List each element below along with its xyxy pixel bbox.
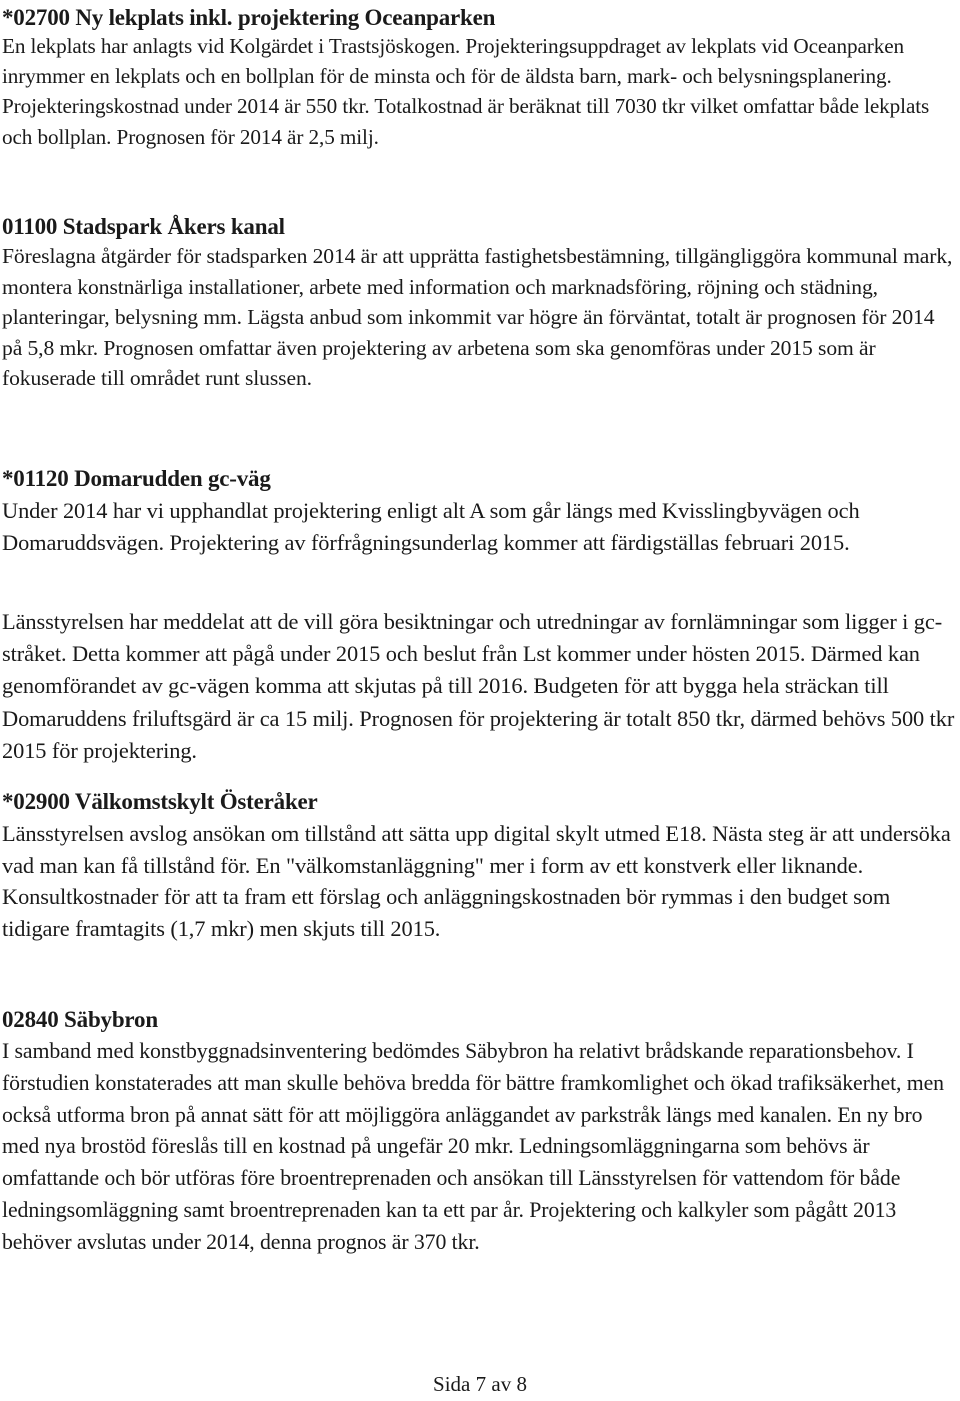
section-heading: 02840 Säbybron — [2, 1007, 158, 1032]
section-paragraph: Föreslagna åtgärder för stadsparken 2014 är att upprätta fastighetsbestämning, tillgängliggöra kommunal mark, montera konstnärliga installationer, arbete med information och marknadsföring, röjning och städning, planteringar, belysning mm. Lägsta anbud som inkommit var högre än förväntat, totalt är prognosen för 2014 på 5,8 mkr. Prognosen omfattar även projektering av arbetena som ska genomföras under 2015 som är fokuserade till området runt slussen. — [2, 244, 953, 390]
section-paragraph: Länsstyrelsen har meddelat att de vill göra besiktningar och utredningar av fornlämningar som ligger i gc-stråket. Detta kommer att pågå under 2015 och beslut från Lst kommer under hösten 2015. Därmed kan genomförandet av gc-vägen komma att skjutas på till 2016. Budgeten för att bygga hela sträckan till Domaruddens friluftsgärd är ca 15 milj. Prognosen för projektering är totalt 850 tkr, därmed behövs 500 tkr 2015 för projektering. — [2, 609, 955, 763]
section-stadspark — [2, 213, 957, 394]
section-paragraph: En lekplats har anlagts vid Kolgärdet i Trastsjöskogen. Projekteringsuppdraget av lekplats vid Oceanparken inrymmer en lekplats och en bollplan för de minsta och för de äldsta barn, mark- och belysningsplanering. Projekteringskostnad under 2014 är 550 tkr. Totalkostnad är beräknat till 7030 tkr vilket omfattar både lekplats och bollplan. Prognosen för 2014 är 2,5 milj. — [2, 34, 930, 149]
section-heading: *01120 Domarudden gc-väg — [2, 466, 271, 491]
section-domarudden-continued — [2, 606, 957, 767]
page-number: Sida 7 av 8 — [433, 1372, 527, 1396]
section-domarudden — [2, 465, 957, 558]
section-paragraph: Länsstyrelsen avslog ansökan om tillstånd att sätta upp digital skylt utmed E18. Nästa steg är att undersöka vad man kan få tillstånd för. En "välkomstanläggning" mer i form av ett konstverk eller liknande. Konsultkostnader för att ta fram ett förslag och anläggningskostnaden bör rymmas i den budget som tidigare framtagits (1,7 mkr) men skjuts till 2015. — [2, 821, 951, 941]
section-heading: *02900 Välkomstskylt Österåker — [2, 789, 318, 814]
section-valkomstskylt — [2, 788, 957, 944]
section-paragraph: I samband med konstbyggnadsinventering bedömdes Säbybron ha relativt brådskande reparationsbehov. I förstudien konstaterades att man skulle behöva bredda för bättre framkomlighet och ökad trafiksäkerhet, men också utforma bron på annat sätt för att möjliggöra anläggandet av parkstråk längs med kanalen. En ny bro med nya brostöd föreslås till en kostnad på ungefär 20 mkr. Ledningsomläggningarna som behövs är omfattande och bör utföras före broentreprenaden och ansökan till Länsstyrelsen för vattendom för både ledningsomläggning samt broentreprenaden kan ta ett par år. Projektering och kalkyler som pågått 2013 behöver avslutas under 2014, denna prognos är 370 tkr. — [2, 1039, 944, 1254]
section-oceanparken — [2, 4, 957, 152]
section-heading: *02700 Ny lekplats inkl. projektering Oceanparken — [2, 5, 496, 30]
section-sabybron — [2, 1006, 957, 1259]
section-heading: 01100 Stadspark Åkers kanal — [2, 214, 285, 239]
section-paragraph: Under 2014 har vi upphandlat projektering enligt alt A som går längs med Kvisslingbyvägen och Domaruddsvägen. Projektering av förfrågningsunderlag kommer att färdigställas februari 2015. — [2, 498, 860, 555]
